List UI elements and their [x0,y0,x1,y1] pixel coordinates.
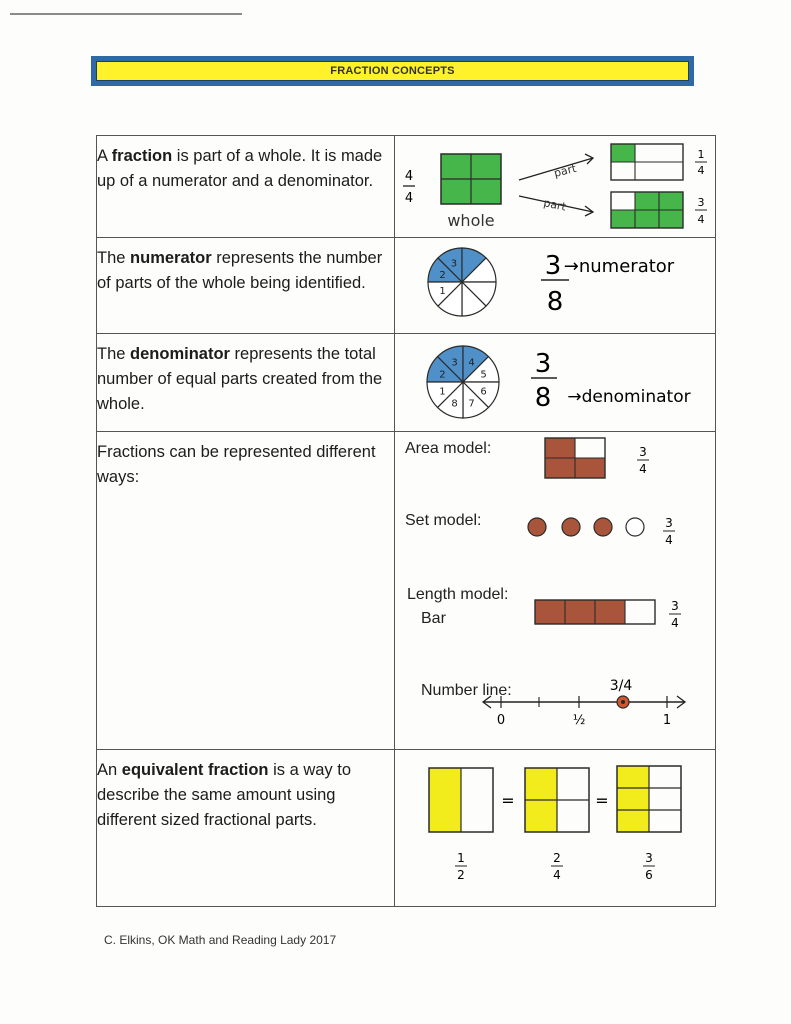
definition-cell [97,238,395,333]
slice-label-7: 7 [468,398,475,410]
footer-credit: C. Elkins, OK Math and Reading Lady 2017 [104,933,337,947]
slice-label-3: 3 [451,357,458,369]
area-model [545,438,605,478]
slice-label-2: 2 [439,369,446,381]
fourths-denominator: 4 [553,868,561,882]
sixths-numerator: 3 [645,851,653,865]
fourths-rect [525,768,589,832]
slice-label-1: 1 [439,286,446,298]
numerator-denominator-digit: 8 [546,287,564,317]
set-model [528,518,644,536]
equals-sign-1: = [501,791,515,810]
bar-numerator: 3 [671,599,679,613]
area-model-label: Area model: [405,440,492,457]
part-label-top: part [552,161,578,180]
concepts-table [96,135,716,907]
denominator-digit: 8 [534,383,552,413]
term-fraction: fraction [111,147,173,165]
equivalent-figure [395,750,715,906]
row-models [97,432,715,750]
bar-label: Bar [421,610,446,627]
tick-label-half: ½ [572,713,586,728]
term-numerator: numerator [130,249,212,267]
denominator-definition: The denominator represents the total number of equal parts created from the whole. [97,345,383,413]
whole-label: whole [447,211,495,230]
fourths-numerator: 2 [553,851,561,865]
slice-label-1: 1 [439,386,446,398]
top-numerator: 1 [697,148,705,161]
tick-label-0: 0 [496,713,506,728]
definition-cell [97,432,395,749]
equivalent-illustration [395,750,715,906]
slice-label-5: 5 [480,369,487,381]
one-fourth-rect [611,144,683,180]
number-line-marker-label: 3/4 [609,678,633,694]
denominator-illustration [395,334,715,431]
half-denominator: 2 [457,868,465,882]
three-fourths-rect [611,192,683,228]
equals-sign-2: = [595,791,609,810]
definition-cell [97,750,395,906]
whole-denominator: 4 [404,191,414,206]
models-figure [395,432,715,750]
models-intro: Fractions can be represented different ways: [97,443,376,486]
definition-cell [97,136,395,237]
row-equivalent [97,750,715,906]
whole-numerator: 4 [404,169,414,184]
term-equivalent-fraction: equivalent fraction [121,761,269,779]
fraction-figure [395,136,715,238]
number-line [483,696,685,708]
equivalent-definition: An equivalent fraction is a way to describe the same amount using different sized fractional parts. [97,761,352,829]
denominator-label: →denominator [567,387,691,407]
set-denominator: 4 [665,533,673,547]
numerator-figure [395,238,715,334]
slice-label-8: 8 [451,398,458,410]
numerator-definition: The numerator represents the number of parts of the whole being identified. [97,249,383,292]
numerator-digit: 3 [544,251,562,281]
numerator-label: →numerator [563,256,675,277]
set-numerator: 3 [665,516,673,530]
bar-denominator: 4 [671,616,679,630]
page-title: FRACTION CONCEPTS [96,61,689,81]
row-fraction [97,136,715,238]
row-numerator [97,238,715,334]
slice-label-2: 2 [439,269,446,281]
bottom-numerator: 3 [697,196,705,209]
denominator-figure [395,334,715,432]
number-line-label: Number line: [421,682,512,699]
definition-cell [97,334,395,431]
bottom-denominator: 4 [697,213,705,226]
halves-rect [429,768,493,832]
eighths-circle-denominator [427,346,499,418]
slice-label-6: 6 [480,386,487,398]
whole-square [441,154,501,204]
models-illustration [395,432,715,749]
fraction-definition: A fraction is part of a whole. It is made up of a numerator and a denominator. [97,147,383,190]
numerator-illustration [395,238,715,333]
top-denominator: 4 [697,164,705,177]
length-model-label: Length model: [407,586,509,603]
set-model-label: Set model: [405,512,482,529]
sixths-denominator: 6 [645,868,653,882]
eighths-circle-numerator [428,248,496,316]
top-rule [10,13,242,15]
title-banner [91,56,694,86]
slice-label-4: 4 [468,357,475,369]
half-numerator: 1 [457,851,465,865]
row-denominator [97,334,715,432]
area-numerator: 3 [639,445,647,459]
term-denominator: denominator [130,345,230,363]
area-denominator: 4 [639,462,647,476]
part-label-bottom: part [542,196,568,214]
bar-model [535,600,655,624]
tick-label-1: 1 [662,713,672,728]
fraction-illustration [395,136,715,237]
sixths-rect [617,766,681,832]
slice-label-3: 3 [450,258,458,270]
denominator-numerator-digit: 3 [534,349,552,379]
